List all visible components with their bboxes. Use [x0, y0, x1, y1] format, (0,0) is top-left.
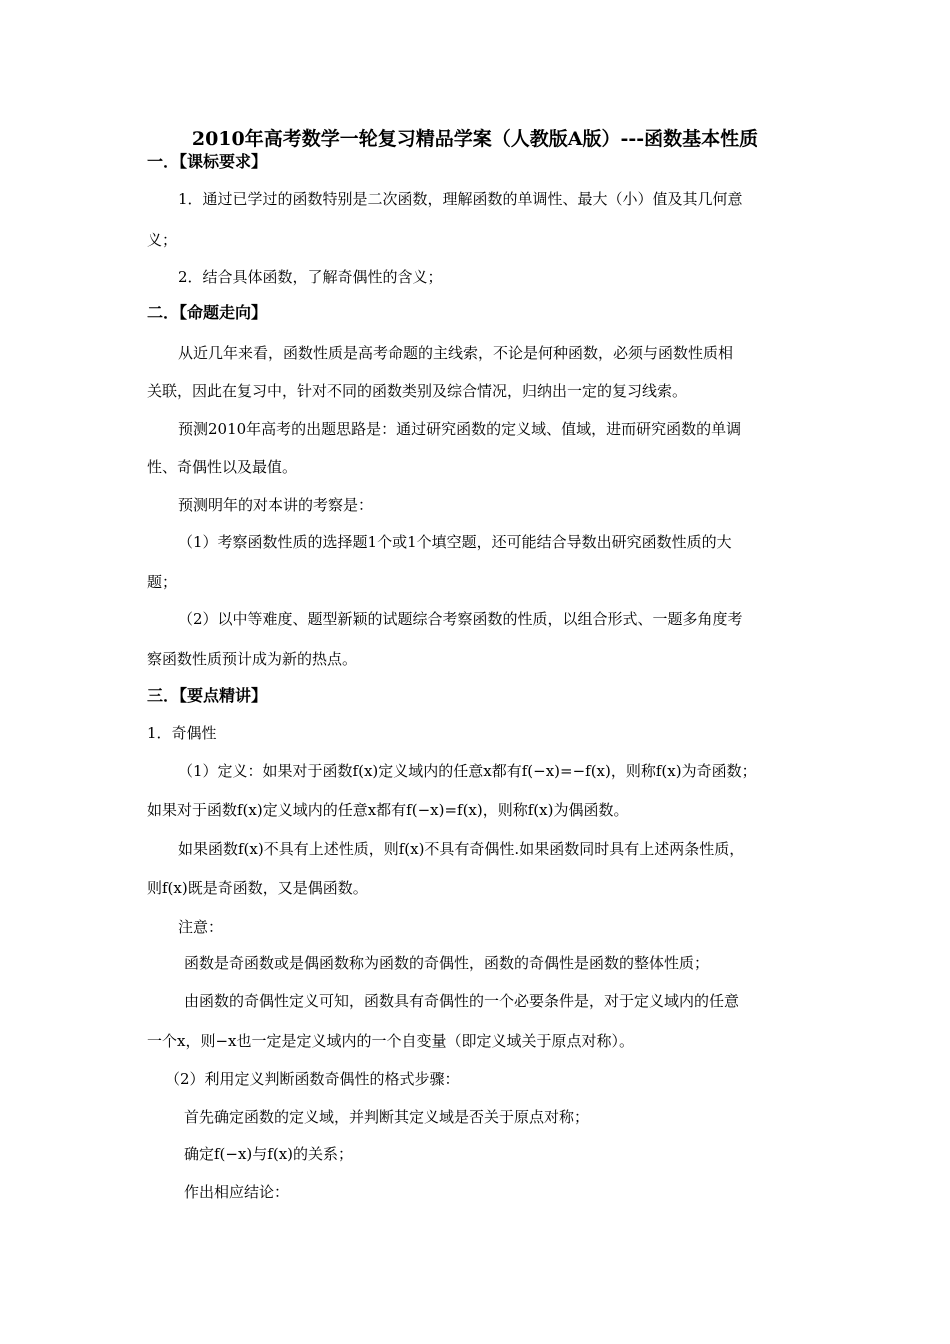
- paragraph-line: （2）利用定义判断函数奇偶性的格式步骤：: [165, 1070, 460, 1088]
- paragraph-line: 关联，因此在复习中，针对不同的函数类别及综合情况，归纳出一定的复习线索。: [147, 382, 688, 400]
- paragraph-line: 预测2010年高考的出题思路是：通过研究函数的定义域、值域，进而研究函数的单调: [178, 420, 742, 438]
- paragraph-line: 2．结合具体函数，了解奇偶性的含义；: [178, 268, 443, 286]
- paragraph-line: 题；: [147, 573, 178, 591]
- paragraph-line: 由函数的奇偶性定义可知，函数具有奇偶性的一个必要条件是，对于定义域内的任意: [184, 992, 740, 1010]
- paragraph-line: （1）考察函数性质的选择题1个或1个填空题，还可能结合导数出研究函数性质的大: [178, 533, 732, 551]
- paragraph-line: 如果对于函数f(x)定义域内的任意x都有f(−x)=f(x)，则称f(x)为偶函数。: [147, 801, 629, 819]
- paragraph-line: 从近几年来看，函数性质是高考命题的主线索，不论是何种函数，必须与函数性质相: [178, 344, 734, 362]
- paragraph-line: （2）以中等难度、题型新颖的试题综合考察函数的性质，以组合形式、一题多角度考: [178, 610, 743, 628]
- paragraph-line: 1．通过已学过的函数特别是二次函数，理解函数的单调性、最大（小）值及其几何意: [178, 190, 743, 208]
- section-heading-key-points: 三．【要点精讲】: [147, 686, 268, 705]
- paragraph-line: 义；: [147, 231, 178, 249]
- paragraph-line: 作出相应结论：: [184, 1183, 290, 1201]
- paragraph-line: 性、奇偶性以及最值。: [147, 458, 298, 476]
- paragraph-line: 一个x，则−x也一定是定义域内的一个自变量（即定义域关于原点对称）。: [147, 1032, 634, 1050]
- paragraph-line: 察函数性质预计成为新的热点。: [147, 650, 358, 668]
- paragraph-line: （1）定义：如果对于函数f(x)定义域内的任意x都有f(−x)=−f(x)，则称f(x)为奇函数；: [178, 762, 757, 780]
- document-title: 2010年高考数学一轮复习精品学案（人教版A版）---函数基本性质: [191, 128, 759, 150]
- paragraph-line: 预测明年的对本讲的考察是：: [178, 496, 374, 514]
- paragraph-line: 函数是奇函数或是偶函数称为函数的奇偶性，函数的奇偶性是函数的整体性质；: [184, 954, 710, 972]
- section-heading-trends: 二．【命题走向】: [147, 303, 268, 322]
- paragraph-line: 注意：: [178, 918, 224, 936]
- paragraph-line: 则f(x)既是奇函数，又是偶函数。: [147, 879, 368, 897]
- paragraph-line: 如果函数f(x)不具有上述性质，则f(x)不具有奇偶性.如果函数同时具有上述两条性质，: [178, 840, 745, 858]
- paragraph-line: 首先确定函数的定义域，并判断其定义域是否关于原点对称；: [184, 1108, 590, 1126]
- section-heading-standards: 一．【课标要求】: [147, 152, 268, 171]
- subsection-heading: 1．奇偶性: [147, 724, 217, 742]
- paragraph-line: 确定f(−x)与f(x)的关系；: [184, 1145, 353, 1163]
